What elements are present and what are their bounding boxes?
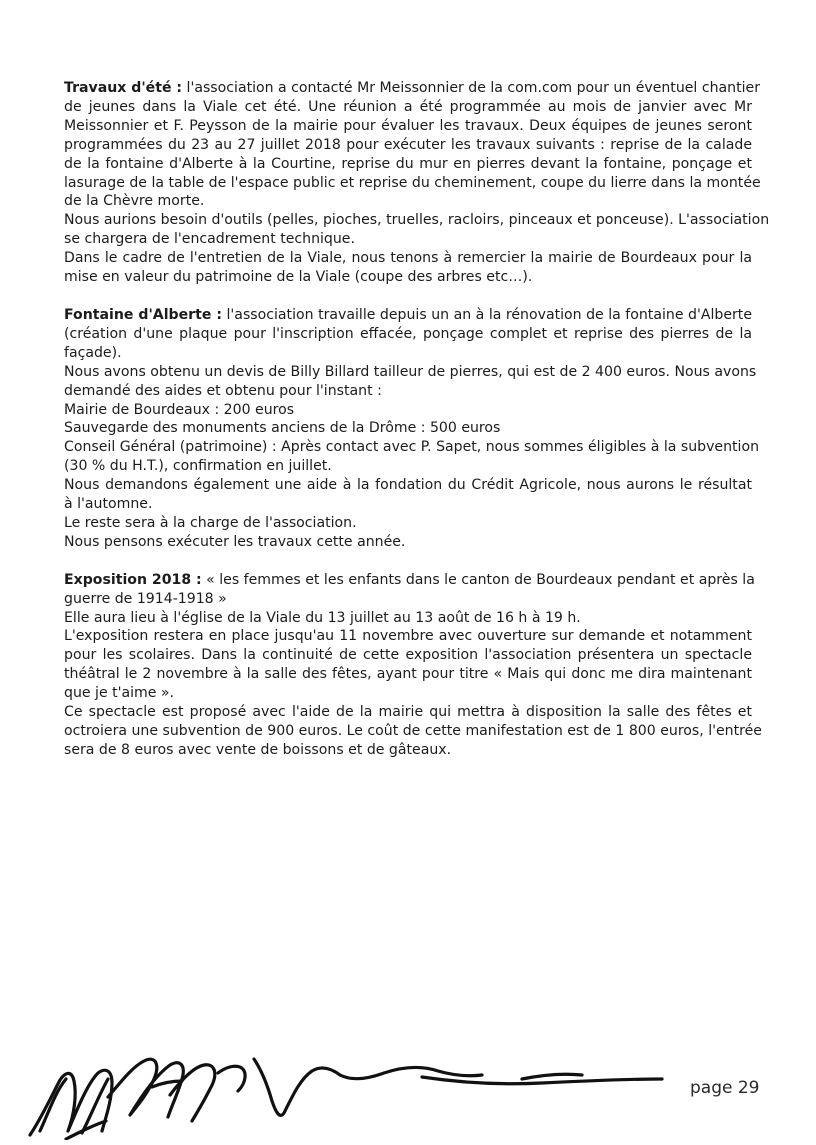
paragraph-line: Fontaine d'Alberte : l'association travaille depuis un an à la rénovation de la fontaine d'Alberte (64, 306, 752, 323)
paragraph-line: pour les scolaires. Dans la continuité de cette exposition l'association présentera un spectacle (64, 647, 752, 664)
paragraph-line: Dans le cadre de l'entretien de la Viale, nous tenons à remercier la mairie de Bourdeaux pour la (64, 250, 752, 267)
document-body (64, 79, 770, 779)
section-heading: Fontaine d'Alberte : (64, 306, 222, 323)
paragraph-line: guerre de 1914-1918 » (64, 590, 227, 607)
paragraph-line: se chargera de l'encadrement technique. (64, 231, 355, 248)
paragraph-line: sera de 8 euros avec vente de boissons et de gâteaux. (64, 741, 452, 758)
paragraph-line: Sauvegarde des monuments anciens de la Drôme : 500 euros (64, 420, 501, 437)
paragraph-line: que je t'aime ». (64, 685, 175, 702)
paragraph-line: de jeunes dans la Viale cet été. Une réunion a été programmée au mois de janvier avec Mr (64, 98, 752, 115)
paragraph-line: Nous pensons exécuter les travaux cette année. (64, 533, 406, 550)
paragraph-line: (30 % du H.T.), confirmation en juillet. (64, 458, 332, 475)
paragraph-line: Elle aura lieu à l'église de la Viale du 13 juillet au 13 août de 16 h à 19 h. (64, 609, 581, 626)
paragraph-line: (création d'une plaque pour l'inscription effacée, ponçage complet et reprise des pierres de la (64, 325, 752, 342)
paragraph-line: programmées du 23 au 27 juillet 2018 pour exécuter les travaux suivants : reprise de la calade (64, 136, 752, 153)
paragraph-line: Conseil Général (patrimoine) : Après contact avec P. Sapet, nous sommes éligibles à la subvention (64, 439, 760, 456)
paragraph-line: Ce spectacle est proposé avec l'aide de la mairie qui mettra à disposition la salle des fêtes et (64, 704, 752, 721)
paragraph-line: façade). (64, 344, 122, 361)
section-exposition-2018 (64, 571, 762, 760)
section-heading: Exposition 2018 : (64, 571, 202, 588)
paragraph-line: Exposition 2018 : « les femmes et les enfants dans le canton de Bourdeaux pendant et après la (64, 571, 755, 588)
paragraph-line: de la fontaine d'Alberte à la Courtine, reprise du mur en pierres devant la fontaine, ponçage et (64, 155, 752, 172)
paragraph-line: à l'automne. (64, 496, 153, 513)
paragraph-line: demandé des aides et obtenu pour l'instant : (64, 382, 382, 399)
paragraph-line: octroiera une subvention de 900 euros. Le coût de cette manifestation est de 1 800 euros, l'entrée (64, 723, 762, 739)
paragraph-line: théâtral le 2 novembre à la salle des fêtes, ayant pour titre « Mais qui donc me dira maintenant (64, 666, 752, 683)
paragraph-line: Nous avons obtenu un devis de Billy Billard tailleur de pierres, qui est de 2 400 euros. Nous avons (64, 363, 757, 380)
paragraph-line: Le reste sera à la charge de l'association. (64, 514, 357, 531)
paragraph-line: mise en valeur du patrimoine de la Viale (coupe des arbres etc…). (64, 269, 533, 286)
paragraph-line: Travaux d'été : l'association a contacté Mr Meissonnier de la com.com pour un éventuel chantier (64, 80, 760, 96)
paragraph-line: de la Chèvre morte. (64, 193, 205, 210)
section-travaux-ete (64, 79, 770, 287)
section-fontaine-alberte (64, 306, 760, 552)
page-number: page 29 (690, 1078, 760, 1098)
paragraph-line: L'exposition restera en place jusqu'au 11 novembre avec ouverture sur demande et notamment (64, 628, 752, 645)
paragraph-line: Mairie de Bourdeaux : 200 euros (64, 401, 295, 418)
paragraph-line: Meissonnier et F. Peysson de la mairie pour évaluer les travaux. Deux équipes de jeunes seront (64, 117, 752, 134)
paragraph-line: Nous demandons également une aide à la fondation du Crédit Agricole, nous aurons le résultat (64, 477, 752, 494)
paragraph-line: lasurage de la table de l'espace public et reprise du cheminement, coupe du lierre dans la montée (64, 174, 761, 191)
section-heading: Travaux d'été : (64, 80, 183, 96)
paragraph-line: Nous aurions besoin d'outils (pelles, pioches, truelles, racloirs, pinceaux et ponceuse). L'association (64, 212, 770, 229)
handwritten-signature (22, 1035, 682, 1140)
